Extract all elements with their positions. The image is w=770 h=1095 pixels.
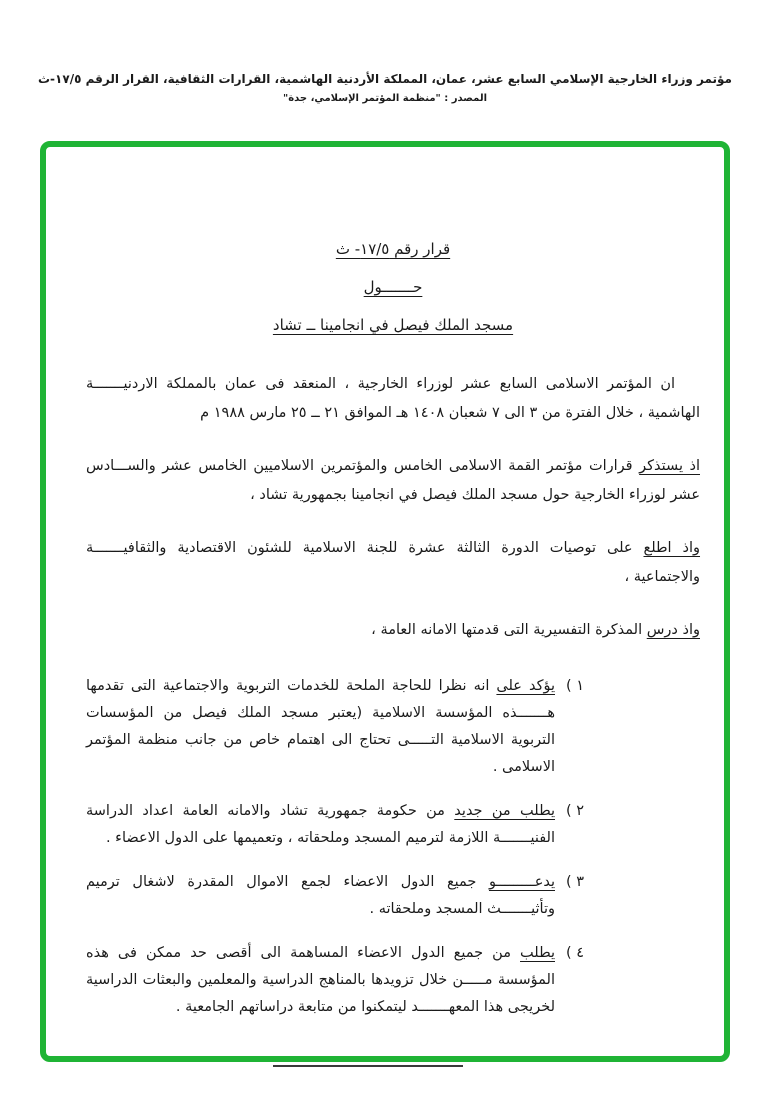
item-marker: ( ٤ [565,945,585,961]
preamble-paragraph [86,534,700,592]
preamble-paragraph [86,452,700,510]
item-text [86,940,555,1021]
item-body: من حكومة جمهورية تشاد والامانه العامة اعداد الدراسة الفنيـــــــة اللازمة لترميم المسجد وملحقاته ، وتعميمها على الدول الاعضاء . [86,803,555,846]
item-lead: يطلب من جديد [454,803,555,819]
preamble-lead: واذ درس [646,622,700,638]
preamble-text: على توصيات الدورة الثالثة عشرة للجنة الاسلامية للشئون الاقتصادية والثقافيـــــــة والاجتماعية ، [86,540,700,585]
preamble-paragraph [86,616,700,645]
document-frame [40,141,730,1062]
preamble-lead: اذ يستذكر [639,458,700,474]
item-row [86,673,595,781]
item-text [86,673,555,781]
item-text [86,869,555,923]
resolution-subject-line: مسجد الملك فيصل في انجامينا ــ تشاد [272,316,514,334]
operative-items [86,673,595,1021]
resolution-body [46,147,724,1067]
item-marker: ( ٢ [565,803,585,819]
item-marker: ( ١ [565,678,585,694]
footer-separator [273,1065,463,1067]
scan-header [0,72,770,104]
item-body: جميع الدول الاعضاء لجمع الاموال المقدرة لاشغال ترميم وتأثيـــــــث المسجد وملحقاته . [86,874,555,917]
resolution-title-block [86,235,700,340]
item-lead: يطلب [520,945,555,961]
preamble-paragraph [86,370,700,428]
preamble-lead: واذ اطلع [643,540,701,556]
item-body: انه نظرا للحاجة الملحة للخدمات التربوية والاجتماعية التى تقدمها هـــــــذه المؤسسة الاسلامية (يعتبر مسجد الملك فيصل من المؤسسات التربوية الاسلامية التـــــى تحتاج الى اهتمام خاص من جانب منظمة المؤتمر الاسلامى . [86,678,555,775]
item-body: من جميع الدول الاعضاء المساهمة الى أقصى حد ممكن فى هذه المؤسسة مـــــن خلال تزويدها بالمناهج الدراسية والمعلمين والبعثات الدراسية لخريجى هذا المعهـــــــد ليتمكنوا من متابعة دراساتهم الجامعية . [86,945,555,1015]
preamble-text: المذكرة التفسيرية التى قدمتها الامانه العامة ، [371,622,647,638]
item-text [86,798,555,852]
item-lead: يؤكد على [496,678,555,694]
resolution-about-word: حـــــــول [363,278,423,296]
item-row [86,798,595,852]
resolution-number-line: قرار رقم ١٧/٥- ث [335,240,451,258]
item-row [86,869,595,923]
source-line-2: المصدر : "منظمة المؤتمر الإسلامي، جدة" [282,93,487,104]
item-lead: يدعـــــــــو [488,874,555,890]
preamble-text: ان المؤتمر الاسلامى السابع عشر لوزراء الخارجية ، المنعقد فى عمان بالمملكة الاردنيـــــــة الهاشمية ، خلال الفترة من ٣ الى ٧ شعبان ١٤٠٨ هـ الموافق ٢١ ــ ٢٥ مارس ١٩٨٨ م [86,376,700,421]
preamble-text: قرارات مؤتمر القمة الاسلامى الخامس والمؤتمرين الاسلاميين الخامس عشر والســـادس عشر لوزراء الخارجية حول مسجد الملك فيصل في انجامينا بجمهورية تشاد ، [86,458,700,503]
source-line-1: مؤتمر وزراء الخارجية الإسلامي السابع عشر، عمان، المملكة الأردنية الهاشمية، القرارات الثقافية، القرار الرقم ١٧/٥-ث [38,72,732,86]
item-row [86,940,595,1021]
item-marker: ( ٣ [565,874,585,890]
